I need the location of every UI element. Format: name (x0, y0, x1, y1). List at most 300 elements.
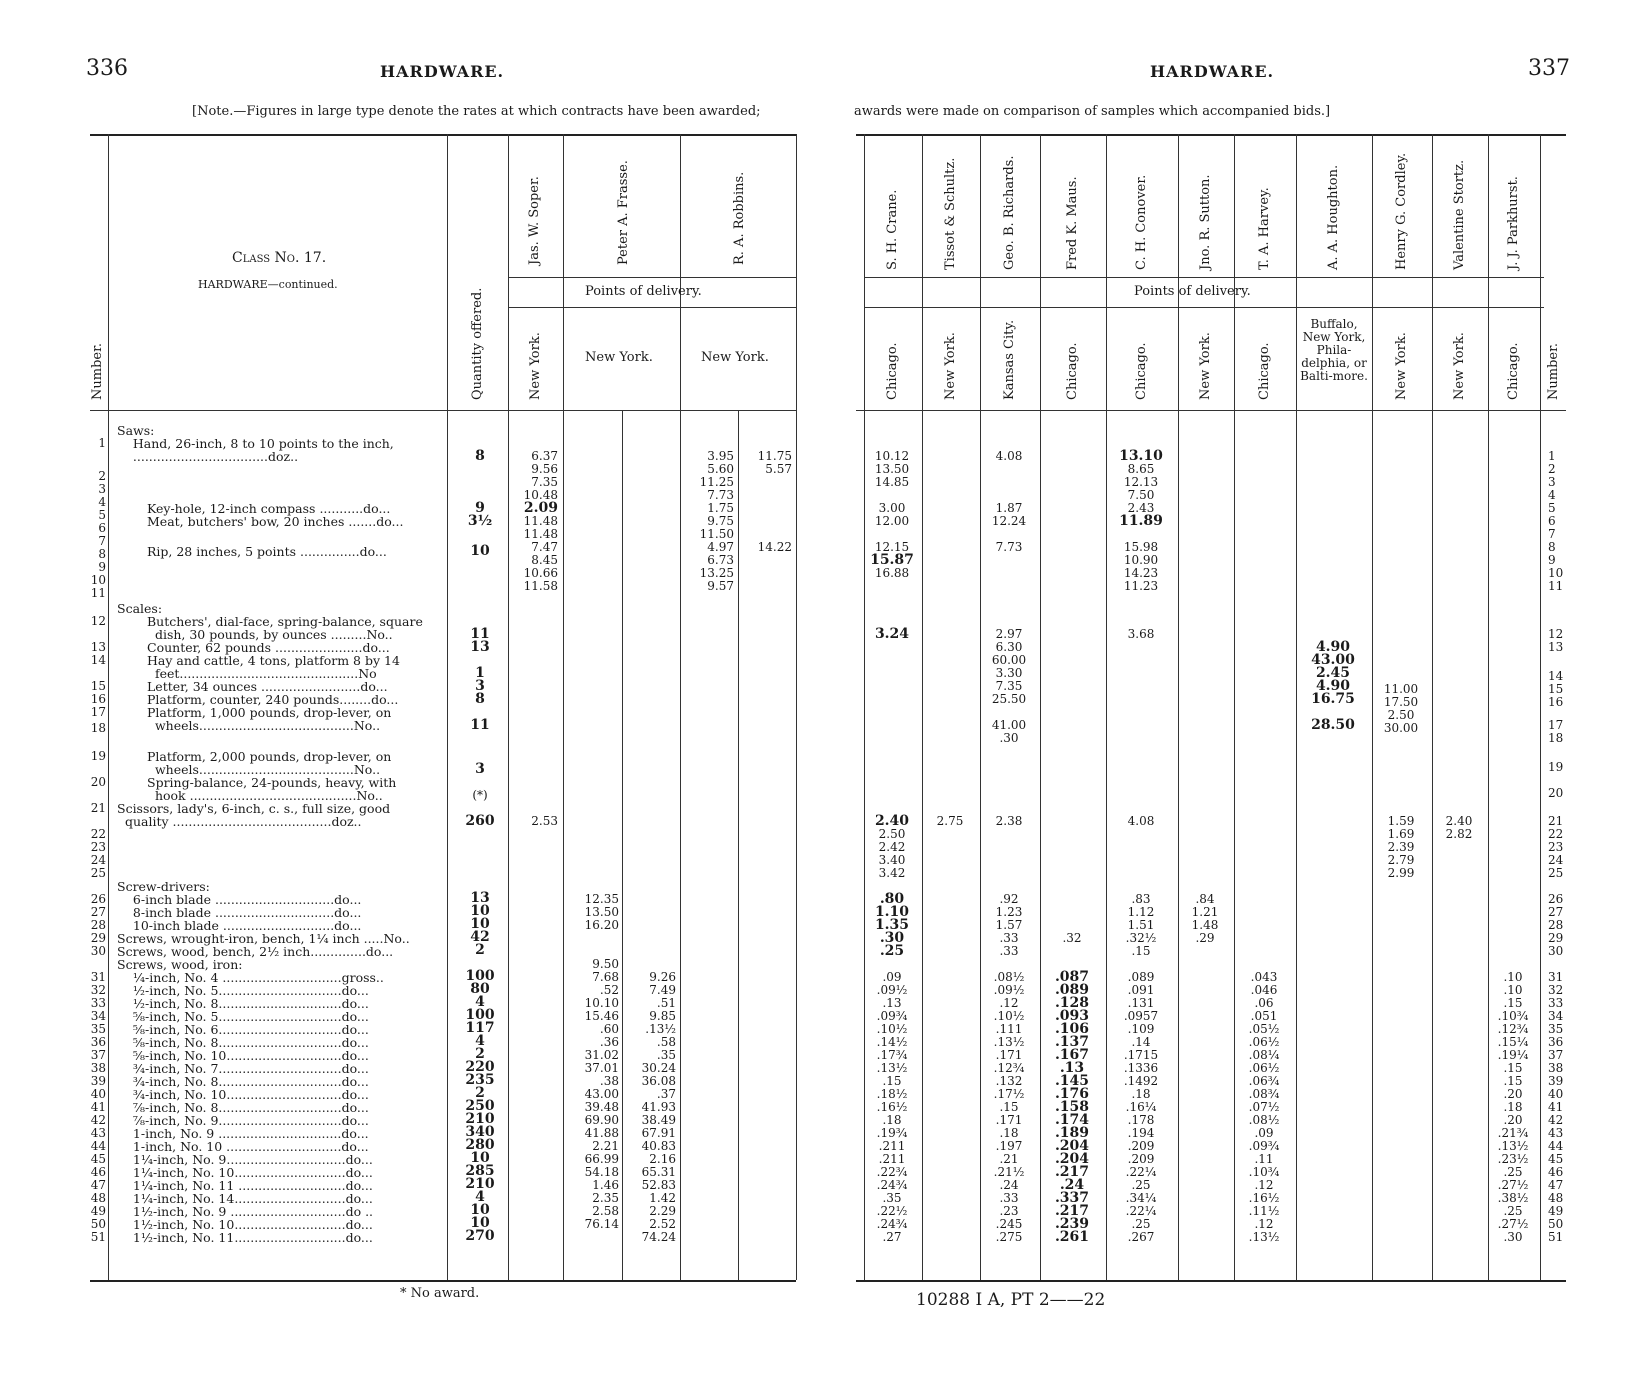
quantity-value: 340 (465, 1124, 495, 1140)
row-number: 25 (90, 866, 106, 880)
cell-value: .15 (882, 1074, 902, 1088)
right-col-divider (864, 134, 865, 1280)
delivery-point: New York. (1394, 332, 1409, 400)
class-title: Class No. 17. (232, 250, 327, 266)
row-number: 4 (1548, 488, 1556, 502)
cell-value: 41.93 (641, 1100, 676, 1114)
item-description: ¼-inch, No. 4 ..............................gross.. (117, 970, 384, 985)
row-number: 35 (1548, 1022, 1564, 1036)
quantity-value: 285 (465, 1163, 495, 1179)
right-page-number: 337 (1528, 56, 1570, 81)
cell-value: 2.21 (592, 1139, 619, 1153)
cell-value: 2.43 (1127, 501, 1155, 515)
bidder-name: Tissot & Schultz. (943, 157, 958, 270)
row-number: 6 (1548, 514, 1556, 528)
cell-value: .13½ (876, 1061, 908, 1075)
item-description: Screws, wood, bench, 2½ inch..............do... (117, 944, 394, 959)
cell-value: 2.40 (874, 813, 910, 829)
bidder-name: C. H. Conover. (1134, 174, 1149, 270)
cell-value: .12¾ (1497, 1022, 1529, 1036)
cell-value: .52 (599, 983, 619, 997)
bidder-name: T. A. Harvey. (1257, 187, 1272, 270)
row-number: 33 (90, 996, 106, 1010)
cell-value: 13.10 (1119, 448, 1163, 464)
item-description: ⅝-inch, No. 6...............................do... (117, 1022, 369, 1037)
left-col-divider (796, 134, 797, 1280)
right-col-divider (1540, 134, 1541, 1280)
row-number: 29 (1548, 931, 1564, 945)
cell-value: 1.12 (1127, 905, 1155, 919)
item-description: Letter, 34 ounces .........................do... (147, 679, 388, 694)
quantity-value: 13 (470, 890, 490, 906)
item-description: Platform, counter, 240 pounds........do... (147, 692, 399, 707)
quantity-value: 80 (470, 981, 490, 997)
cell-value: .08½ (993, 970, 1025, 984)
cell-value: 11.58 (523, 579, 558, 593)
cell-value: 2.50 (1387, 708, 1415, 722)
item-description: ¾-inch, No. 10.............................do... (117, 1087, 369, 1102)
cell-value: .111 (995, 1022, 1023, 1036)
right-col-divider (1432, 134, 1433, 1280)
cell-value: .18 (999, 1126, 1019, 1140)
cell-value: .18½ (876, 1087, 908, 1101)
quantity-value: 10 (470, 1215, 490, 1231)
row-number: 4 (98, 495, 106, 509)
cell-value: .92 (999, 892, 1019, 906)
cell-value: 15.87 (870, 552, 914, 568)
row-number: 46 (1548, 1165, 1564, 1179)
row-number: 16 (90, 692, 106, 706)
item-description: Saws: Hand, 26-inch, 8 to 10 points to the inch, ..................................doz.. (117, 423, 394, 464)
item-description: ¾-inch, No. 8...............................do... (117, 1074, 369, 1089)
quantity-value: 10 (470, 1202, 490, 1218)
item-description: 1½-inch, No. 9 .............................do .. (117, 1204, 374, 1219)
quantity-value: 1 (475, 665, 485, 681)
cell-value: .13 (1059, 1060, 1085, 1076)
row-number: 27 (1548, 905, 1564, 919)
cell-value: .30 (999, 731, 1019, 745)
row-number: 6 (98, 521, 106, 535)
cell-value: 13.25 (699, 566, 734, 580)
row-number: 22 (90, 827, 106, 841)
cell-value: 16.75 (1311, 691, 1355, 707)
cell-value: .29 (1195, 931, 1215, 945)
row-number: 10 (90, 573, 106, 587)
cell-value: 2.38 (995, 814, 1023, 828)
cell-value: .189 (1054, 1125, 1090, 1141)
right-col-divider (922, 134, 923, 1280)
cell-value: 7.49 (649, 983, 676, 997)
row-number: 37 (1548, 1048, 1564, 1062)
cell-value: .15 (999, 1100, 1019, 1114)
cell-value: .16½ (876, 1100, 908, 1114)
cell-value: 2.40 (1445, 814, 1473, 828)
cell-value: 37.01 (584, 1061, 619, 1075)
cell-value: .15¼ (1497, 1035, 1529, 1049)
note-right: awards were made on comparison of samples which accompanied bids.] (854, 104, 1331, 119)
cell-value: 12.35 (584, 892, 619, 906)
cell-value: 2.35 (592, 1191, 619, 1205)
left-number-heading: Number. (90, 342, 105, 400)
cell-value: 3.00 (878, 501, 906, 515)
quantity-value: 10 (470, 903, 490, 919)
cell-value: .16½ (1248, 1191, 1280, 1205)
cell-value: .25 (1131, 1178, 1151, 1192)
left-col-divider (108, 134, 109, 1280)
row-number: 7 (1548, 527, 1556, 541)
cell-value: .204 (1054, 1151, 1090, 1167)
row-number: 3 (1548, 475, 1556, 489)
cell-value: 9.57 (707, 579, 734, 593)
cell-value: 3.68 (1127, 627, 1155, 641)
cell-value: .19¾ (876, 1126, 908, 1140)
cell-value: 41.88 (584, 1126, 619, 1140)
cell-value: .046 (1250, 983, 1278, 997)
cell-value: .25 (1131, 1217, 1151, 1231)
cell-value: .091 (1127, 983, 1155, 997)
cell-value: .22¾ (876, 1165, 908, 1179)
cell-value: .09¾ (876, 1009, 908, 1023)
item-description: Scissors, lady's, 6-inch, c. s., full size, good quality ........................................doz.. (117, 801, 391, 829)
cell-value: .06 (1254, 996, 1274, 1010)
cell-value: .15 (1131, 944, 1151, 958)
cell-value: 2.58 (592, 1204, 619, 1218)
cell-value: 67.91 (641, 1126, 676, 1140)
row-number: 16 (1548, 695, 1564, 709)
cell-value: .33 (999, 944, 1019, 958)
cell-value: 12.13 (1123, 475, 1159, 489)
item-description: 1½-inch, No. 10............................do... (117, 1217, 373, 1232)
cell-value: .34¼ (1125, 1191, 1157, 1205)
cell-value: 3.40 (878, 853, 906, 867)
quantity-value: 270 (465, 1228, 495, 1244)
cell-value: .261 (1054, 1229, 1090, 1245)
row-number: 47 (90, 1178, 106, 1192)
cell-value: .30 (879, 930, 905, 946)
cell-value: .13½ (993, 1035, 1025, 1049)
row-number: 50 (1548, 1217, 1564, 1231)
right-top-rule (856, 134, 1566, 136)
cell-value: .27½ (1497, 1178, 1529, 1192)
note-left: [Note.—Figures in large type denote the rates at which contracts have been awarded; (192, 104, 761, 119)
cell-value: 1.10 (874, 904, 910, 920)
cell-value: 13.50 (874, 462, 910, 476)
left-running-title: HARDWARE. (380, 62, 505, 81)
row-number: 34 (1548, 1009, 1564, 1023)
cell-value: .128 (1054, 995, 1090, 1011)
quantity-value: 4 (475, 1033, 485, 1049)
row-number: 7 (98, 534, 106, 548)
delivery-point: Chicago. (1506, 342, 1521, 400)
cell-value: 1.87 (995, 501, 1023, 515)
row-number: 38 (90, 1061, 106, 1075)
cell-value: .209 (1127, 1139, 1155, 1153)
cell-value: 10.90 (1123, 553, 1159, 567)
cell-value: 15.46 (584, 1009, 619, 1023)
item-description: 1-inch, No. 9 ...............................do... (117, 1126, 369, 1141)
row-number: 26 (90, 892, 106, 906)
delivery-point: Kansas City. (1002, 319, 1017, 400)
bidder-name: Jno. R. Sutton. (1198, 174, 1213, 270)
item-description: Key-hole, 12-inch compass ...........do... (147, 501, 391, 516)
item-description: ⅝-inch, No. 8...............................do... (117, 1035, 369, 1050)
item-description: Hay and cattle, 4 tons, platform 8 by 14 feet.............................................No (147, 653, 400, 681)
row-number: 43 (1548, 1126, 1564, 1140)
cell-value: .194 (1127, 1126, 1155, 1140)
cell-value: 2.39 (1387, 840, 1415, 854)
quantity-value: 13 (470, 639, 490, 655)
cell-value: 11.89 (1119, 513, 1163, 529)
cell-value: .13½ (1497, 1139, 1529, 1153)
cell-value: 4.08 (1127, 814, 1155, 828)
cell-value: .131 (1127, 996, 1155, 1010)
item-description: 1½-inch, No. 11............................do... (117, 1230, 373, 1245)
cell-value: 10.10 (584, 996, 619, 1010)
item-description: Platform, 1,000 pounds, drop-lever, on wheels.......................................No.. (147, 705, 392, 733)
cell-value: .17½ (993, 1087, 1025, 1101)
cell-value: 38.49 (641, 1113, 676, 1127)
row-number: 21 (1548, 814, 1564, 828)
bidder-name: Peter A. Frasse. (616, 160, 631, 265)
cell-value: 40.83 (641, 1139, 676, 1153)
cell-value: .09 (882, 970, 902, 984)
cell-value: 76.14 (584, 1217, 619, 1231)
right-points-rule (864, 277, 1544, 278)
cell-value: 1.69 (1387, 827, 1415, 841)
cell-value: 4.90 (1315, 639, 1351, 655)
cell-value: 43.00 (1311, 652, 1355, 668)
cell-value: .24 (999, 1178, 1019, 1192)
cell-value: 11.00 (1383, 682, 1419, 696)
bidder-name: Fred K. Maus. (1065, 176, 1080, 270)
cell-value: .12 (1254, 1178, 1274, 1192)
quantity-value: 100 (465, 1007, 495, 1023)
row-number: 10 (1548, 566, 1564, 580)
row-number: 13 (90, 640, 106, 654)
cell-value: .11½ (1248, 1204, 1280, 1218)
signature-mark: 10288 I A, PT 2——22 (916, 1290, 1106, 1310)
left-col-divider (508, 134, 509, 1280)
cell-value: .08¾ (1248, 1087, 1280, 1101)
cell-value: .12¾ (993, 1061, 1025, 1075)
cell-value: .32 (1062, 931, 1082, 945)
cell-value: .06½ (1248, 1035, 1280, 1049)
row-number: 39 (1548, 1074, 1564, 1088)
row-number: 32 (1548, 983, 1564, 997)
quantity-value: 117 (465, 1020, 495, 1036)
cell-value: 2.75 (936, 814, 964, 828)
right-col-divider (1106, 134, 1107, 1280)
cell-value: .167 (1054, 1047, 1090, 1063)
cell-value: .84 (1195, 892, 1215, 906)
cell-value: 9.85 (649, 1009, 676, 1023)
cell-value: .14½ (876, 1035, 908, 1049)
cell-value: .18 (882, 1113, 902, 1127)
cell-value: 8.65 (1127, 462, 1155, 476)
cell-value: 1.46 (592, 1178, 619, 1192)
no-award-footnote: * No award. (400, 1286, 480, 1301)
row-number: 12 (90, 614, 106, 628)
row-number: 31 (90, 970, 106, 984)
cell-value: 2.50 (878, 827, 906, 841)
cell-value: .171 (995, 1048, 1023, 1062)
cell-value: .60 (599, 1022, 619, 1036)
bidder-name: S. H. Crane. (885, 189, 900, 270)
row-number: 30 (90, 944, 106, 958)
cell-value: .10 (1503, 983, 1523, 997)
quantity-value: 8 (475, 448, 485, 464)
row-number: 17 (90, 705, 106, 719)
bidder-name: Jas. W. Soper. (527, 176, 542, 265)
cell-value: .337 (1054, 1190, 1090, 1206)
row-number: 28 (90, 918, 106, 932)
right-col-divider (1296, 134, 1297, 1280)
row-number: 9 (1548, 553, 1556, 567)
row-number: 36 (1548, 1035, 1564, 1049)
row-number: 51 (90, 1230, 106, 1244)
bidder-name: R. A. Robbins. (732, 171, 747, 265)
cell-value: 7.35 (995, 679, 1023, 693)
left-sub-divider (738, 410, 739, 1280)
row-number: 37 (90, 1048, 106, 1062)
row-number: 36 (90, 1035, 106, 1049)
quantity-value: 235 (465, 1072, 495, 1088)
cell-value: 2.29 (649, 1204, 676, 1218)
cell-value: 1.57 (995, 918, 1023, 932)
item-description: 6-inch blade ..............................do... (117, 892, 362, 907)
cell-value: .245 (995, 1217, 1023, 1231)
cell-value: 11.23 (1123, 579, 1159, 593)
row-number: 1 (1548, 449, 1556, 463)
cell-value: .051 (1250, 1009, 1278, 1023)
cell-value: .06¾ (1248, 1074, 1280, 1088)
cell-value: .132 (995, 1074, 1023, 1088)
cell-value: 2.45 (1315, 665, 1351, 681)
bidder-name: A. A. Houghton. (1326, 164, 1341, 270)
cell-value: .27½ (1497, 1217, 1529, 1231)
cell-value: 2.97 (995, 627, 1023, 641)
delivery-point: New York. (528, 332, 543, 400)
cell-value: 11.50 (699, 527, 734, 541)
row-number: 45 (1548, 1152, 1564, 1166)
cell-value: 16.88 (874, 566, 910, 580)
cell-value: 52.83 (641, 1178, 676, 1192)
cell-value: .10½ (993, 1009, 1025, 1023)
row-number: 50 (90, 1217, 106, 1231)
cell-value: 5.60 (707, 462, 734, 476)
cell-value: .06½ (1248, 1061, 1280, 1075)
item-description: 1¼-inch, No. 11 ...........................do... (117, 1178, 373, 1193)
row-number: 34 (90, 1009, 106, 1023)
cell-value: .209 (1127, 1152, 1155, 1166)
cell-value: 3.24 (874, 626, 910, 642)
cell-value: .27 (882, 1230, 902, 1244)
cell-value: 7.35 (531, 475, 558, 489)
item-description: 1¼-inch, No. 14............................do... (117, 1191, 373, 1206)
cell-value: .239 (1054, 1216, 1090, 1232)
cell-value: .145 (1054, 1073, 1090, 1089)
cell-value: .17¾ (876, 1048, 908, 1062)
cell-value: 43.00 (584, 1087, 619, 1101)
cell-value: .35 (882, 1191, 902, 1205)
left-header-rule (90, 410, 796, 411)
cell-value: 1.35 (874, 917, 910, 933)
cell-value: .25 (1503, 1165, 1523, 1179)
right-col-divider (1178, 134, 1179, 1280)
cell-value: .211 (878, 1152, 906, 1166)
cell-value: .267 (1127, 1230, 1155, 1244)
cell-value: 11.25 (699, 475, 734, 489)
cell-value: 66.99 (584, 1152, 619, 1166)
cell-value: .25 (1503, 1204, 1523, 1218)
item-description: Screw-drivers: (117, 879, 210, 894)
left-top-rule (90, 134, 796, 136)
quantity-value: 10 (470, 543, 490, 559)
item-description: 10-inch blade ............................do... (117, 918, 362, 933)
scales-heading: Scales: (117, 601, 163, 616)
cell-value: .1492 (1123, 1074, 1159, 1088)
row-number: 18 (1548, 731, 1564, 745)
quantity-value: 11 (470, 717, 490, 733)
cell-value: .11 (1254, 1152, 1274, 1166)
delivery-point: New York. (1198, 332, 1213, 400)
quantity-value: 4 (475, 1189, 485, 1205)
cell-value: .22¼ (1125, 1204, 1157, 1218)
cell-value: .19¼ (1497, 1048, 1529, 1062)
right-header-rule (856, 410, 1566, 411)
row-number: 15 (90, 679, 106, 693)
right-col-divider (1040, 134, 1041, 1280)
item-description: Screws, wood, iron: (117, 957, 243, 972)
cell-value: .10 (1503, 970, 1523, 984)
cell-value: .15 (1503, 996, 1523, 1010)
row-number: 41 (90, 1100, 106, 1114)
item-description: ⅞-inch, No. 8...............................do... (117, 1100, 369, 1115)
item-description: 1-inch, No. 10 .............................do... (117, 1139, 369, 1154)
cell-value: 1.48 (1191, 918, 1219, 932)
right-number-heading: Number. (1546, 342, 1561, 400)
quantity-value: 8 (475, 691, 485, 707)
cell-value: .18 (1131, 1087, 1151, 1101)
cell-value: 8.45 (531, 553, 558, 567)
cell-value: 5.57 (765, 462, 792, 476)
left-col-divider (563, 134, 564, 1280)
cell-value: .35 (656, 1048, 676, 1062)
right-points-rule2 (864, 307, 1544, 308)
left-col-divider (680, 134, 681, 1280)
item-description: Spring-balance, 24-pounds, heavy, with hook ..........................................No.. (147, 775, 397, 803)
row-number: 23 (90, 840, 106, 854)
cell-value: 9.56 (531, 462, 558, 476)
left-page-number: 336 (86, 56, 128, 81)
quantity-value: 11 (470, 626, 490, 642)
cell-value: 74.24 (641, 1230, 676, 1244)
item-description: Counter, 62 pounds ......................do... (147, 640, 390, 655)
cell-value: 1.75 (707, 501, 734, 515)
cell-value: .24¾ (876, 1217, 908, 1231)
left-points-rule (508, 277, 796, 278)
quantity-value: 4 (475, 994, 485, 1010)
cell-value: 1.51 (1127, 918, 1155, 932)
cell-value: .204 (1054, 1138, 1090, 1154)
cell-value: .093 (1054, 1008, 1090, 1024)
cell-value: 69.90 (584, 1113, 619, 1127)
cell-value: 1.23 (995, 905, 1023, 919)
row-number: 43 (90, 1126, 106, 1140)
cell-value: 12.00 (874, 514, 910, 528)
right-points-of-delivery: Points of delivery. (1134, 284, 1251, 299)
cell-value: 7.50 (1127, 488, 1155, 502)
